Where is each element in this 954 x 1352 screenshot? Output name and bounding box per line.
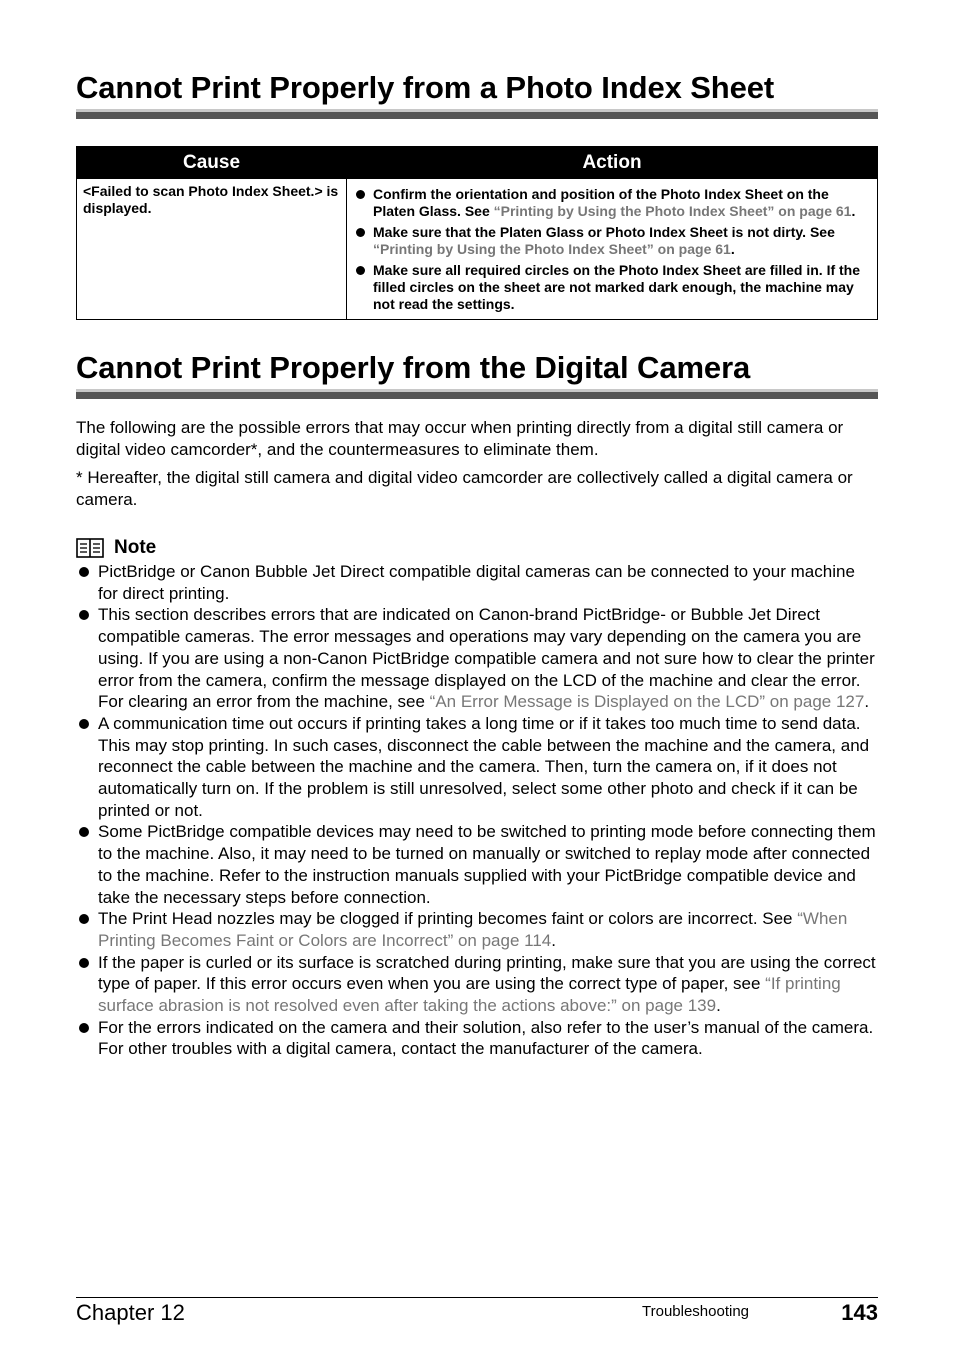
note-text: PictBridge or Canon Bubble Jet Direct compatible digital cameras can be connected to your machine for direct printing.	[98, 562, 855, 603]
bullet-dot-icon	[356, 228, 365, 237]
note-punct: .	[551, 930, 556, 950]
note-text: A communication time out occurs if printing takes a long time or if it takes too much time to send data. This may stop printing. In such cases, disconnect the cable between the machine and the camera, and reconnect the cable between the machine and the camera. Then, turn the camera on, if it does not automatically turn on. If the problem is still unresolved, select some other photo and check if it can be printed or not.	[98, 713, 870, 820]
action-punct: .	[730, 241, 735, 257]
note-link[interactable]: “If printing surface abrasion is not resolved even after taking the actions above:” on page 139	[98, 974, 841, 1016]
list-item	[76, 952, 878, 1017]
note-label: Note	[114, 537, 157, 558]
list-item	[76, 713, 878, 822]
action-punct: .	[851, 203, 856, 219]
footer-rule	[76, 1297, 878, 1298]
list-item	[76, 561, 878, 604]
note-text: For the errors indicated on the camera and their solution, also refer to the user’s manual of the camera. For other troubles with a digital camera, contact the manufacturer of the camera.	[98, 1017, 874, 1059]
list-item	[76, 908, 878, 951]
bullet-dot-icon	[79, 719, 89, 729]
action-link[interactable]: “Printing by Using the Photo Index Sheet” on page 61	[493, 203, 852, 219]
bullet-dot-icon	[79, 827, 89, 837]
note-text: The Print Head nozzles may be clogged if printing becomes faint or colors are incorrect. See	[98, 909, 798, 929]
title-rule	[76, 109, 878, 119]
table-header-cause: Cause	[77, 147, 347, 179]
intro-paragraph: The following are the possible errors that may occur when printing directly from a digital still camera or digital video camcorder*, and the countermeasures to eliminate them.	[76, 418, 844, 459]
bullet-dot-icon	[79, 567, 89, 577]
bullet-dot-icon	[79, 914, 89, 924]
note-text: This section describes errors that are indicated on Canon-brand PictBridge- or Bubble Jet Direct compatible cameras. The error messages and operations may vary depending on the camera you are using. If you are using a non-Canon PictBridge compatible camera and not sure how to clear the printer error from the camera, confirm the message displayed on the LCD of the machine and clear the error. For clearing an error from the machine, see	[98, 605, 875, 712]
section-title-digital-camera: Cannot Print Properly from the Digital Camera	[76, 350, 751, 385]
action-text: Make sure that the Platen Glass or Photo Index Sheet is not dirty. See	[373, 224, 835, 240]
action-list	[353, 186, 871, 313]
note-punct: .	[716, 996, 721, 1016]
note-heading	[76, 536, 156, 560]
title-rule	[76, 389, 878, 399]
note-list	[76, 561, 878, 1060]
note-link[interactable]: “When Printing Becomes Faint or Colors are Incorrect” on page 114	[98, 909, 848, 950]
bullet-dot-icon	[79, 1023, 89, 1033]
list-item	[76, 821, 878, 908]
note-punct: .	[864, 692, 870, 712]
page-number: 143	[841, 1300, 878, 1325]
action-item	[353, 224, 871, 258]
footer-section: Troubleshooting	[642, 1303, 750, 1320]
bullet-dot-icon	[79, 958, 89, 968]
footnote-paragraph: * Hereafter, the digital still camera and digital video camcorder are collectively called a digital camera or camera.	[76, 468, 853, 509]
bullet-dot-icon	[79, 610, 89, 620]
note-text: Some PictBridge compatible devices may need to be switched to printing mode before connecting them to the machine. Also, it may need to be turned on manually or switched to replay mode after connected to the machine. Refer to the instruction manuals supplied with your PictBridge compatible device and take the necessary steps before connection.	[98, 822, 876, 907]
table-header-action: Action	[347, 147, 878, 179]
bullet-dot-icon	[356, 190, 365, 199]
list-item	[76, 604, 878, 713]
action-link[interactable]: “Printing by Using the Photo Index Sheet” on page 61	[373, 241, 731, 257]
cause-cell: <Failed to scan Photo Index Sheet.> is displayed.	[77, 179, 347, 320]
note-text: If the paper is curled or its surface is scratched during printing, make sure that you are using the correct type of paper. If this error occurs even when you are using the correct type of paper, see	[98, 952, 876, 994]
note-link[interactable]: “An Error Message is Displayed on the LCD” on page 127	[429, 692, 865, 712]
action-item	[353, 186, 871, 220]
action-item	[353, 262, 871, 313]
table-row	[77, 179, 878, 320]
action-text: Make sure all required circles on the Photo Index Sheet are filled in. If the filled circles on the sheet are not marked dark enough, the machine may not read the settings.	[373, 262, 861, 312]
note-book-icon	[76, 538, 104, 558]
action-text: Confirm the orientation and position of the Photo Index Sheet on the Platen Glass. See	[373, 186, 829, 219]
section-title-photo-index: Cannot Print Properly from a Photo Index Sheet	[76, 70, 775, 105]
action-cell	[347, 179, 878, 320]
footer-chapter: Chapter 12	[76, 1300, 185, 1325]
bullet-dot-icon	[356, 266, 365, 275]
cause-action-table	[76, 146, 878, 320]
list-item	[76, 1017, 878, 1060]
